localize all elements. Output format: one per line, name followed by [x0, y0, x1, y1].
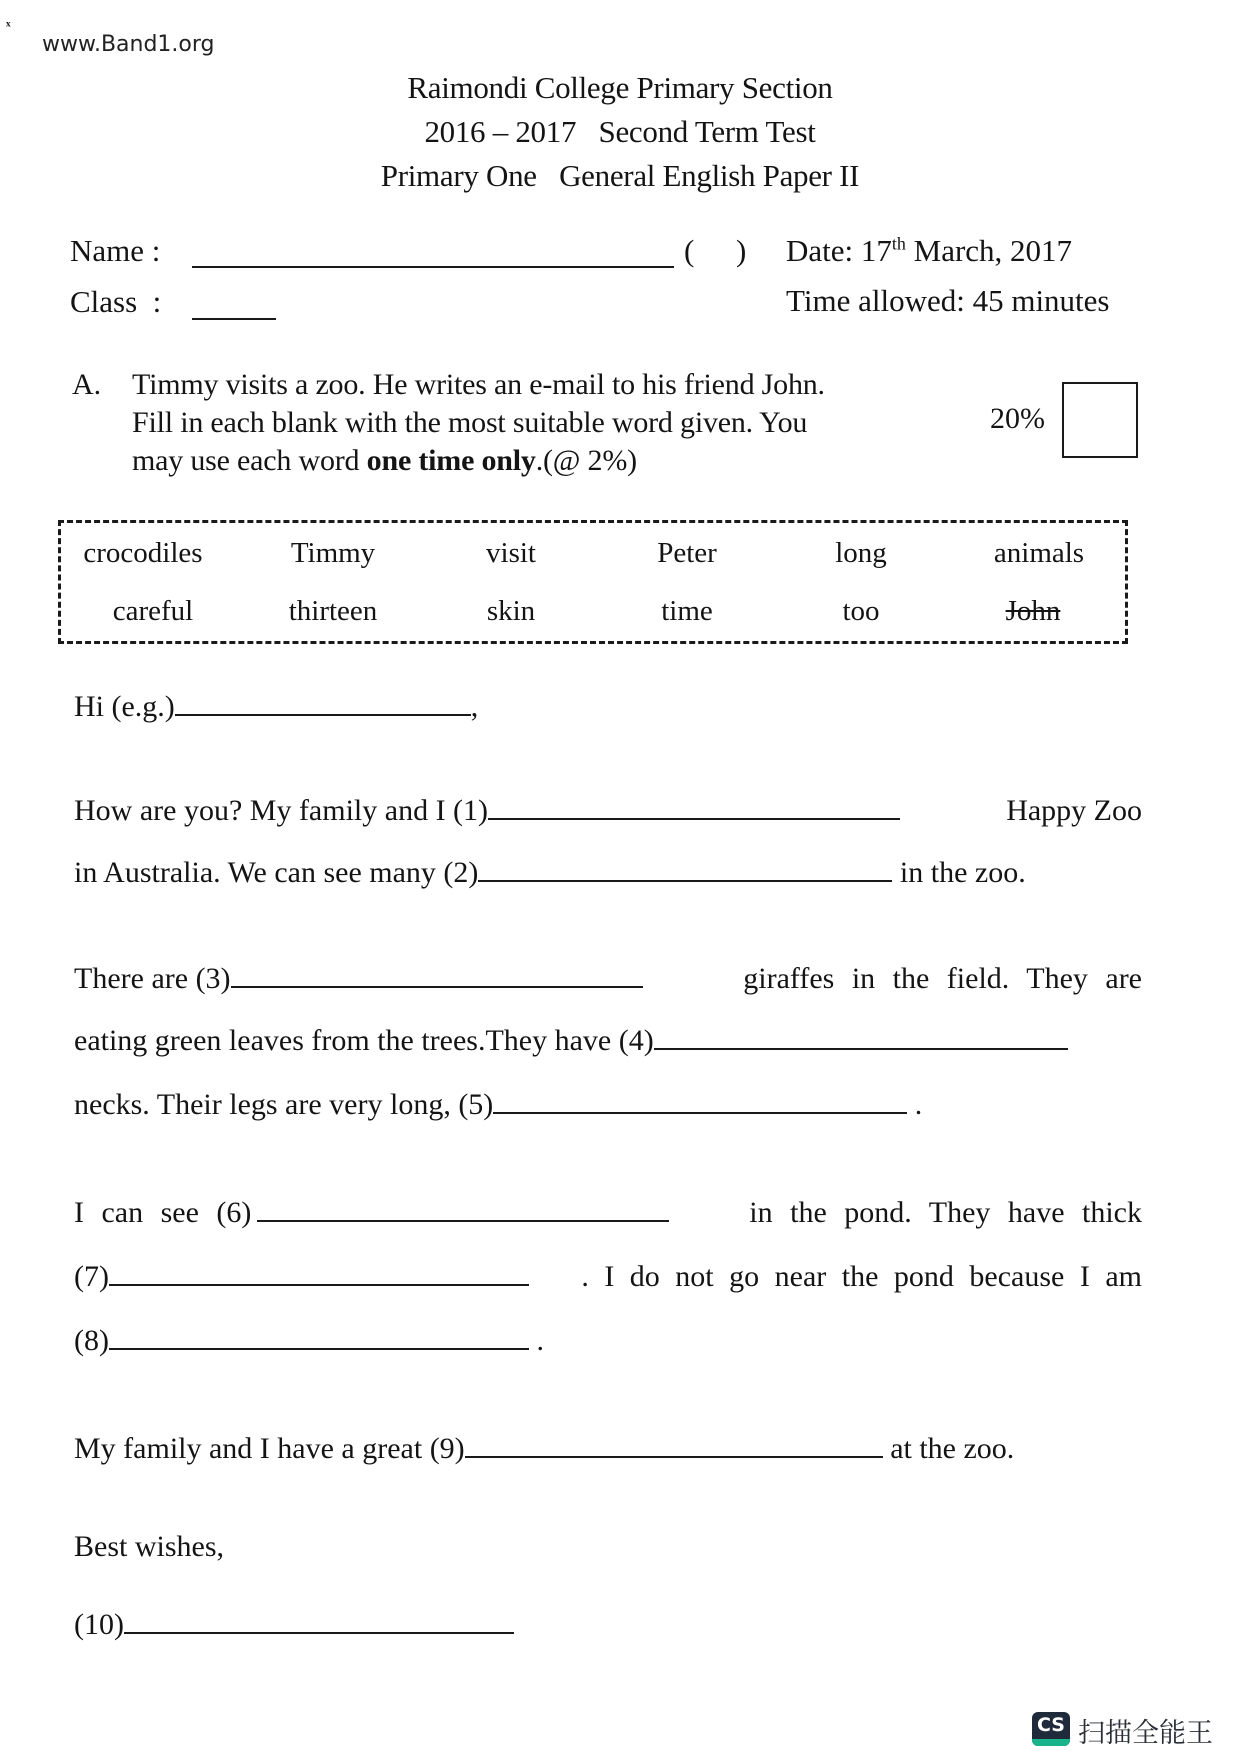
signature-line: (10)	[74, 1608, 514, 1642]
letter-line-5: necks. Their legs are very long, (5) .	[74, 1088, 923, 1121]
word-bank-item: long	[835, 537, 887, 569]
letter-line-4: eating green leaves from the trees.They have (4)	[74, 1024, 1068, 1058]
letter-line-3: There are (3) giraffes in the field. They are	[74, 962, 1142, 995]
paper-title: Primary One General English Paper II	[380, 158, 860, 193]
blank-7[interactable]	[109, 1283, 529, 1286]
word-bank-item: too	[842, 595, 880, 627]
letter-line-8: (8) .	[74, 1324, 544, 1357]
blank-2[interactable]	[478, 879, 892, 882]
class-field[interactable]	[192, 298, 276, 320]
letter-line-9: My family and I have a great (9) at the zoo.	[74, 1432, 1015, 1465]
watermark-url: www.Band1.org	[42, 32, 215, 57]
time-allowed: Time allowed: 45 minutes	[786, 283, 1110, 318]
blank-10[interactable]	[124, 1631, 514, 1634]
term-title: 2016 – 2017 Second Term Test	[424, 114, 816, 149]
word-bank-item: animals	[993, 537, 1085, 569]
letter-line-6: I can see (6) in the pond. They have thick	[74, 1196, 1142, 1229]
instruction-line-1: Timmy visits a zoo. He writes an e-mail to his friend John.	[132, 368, 825, 401]
word-bank-item: visit	[486, 537, 536, 569]
date-text: Date: 17th March, 2017	[786, 233, 1073, 268]
scan-artifact-mark: ˣ	[6, 18, 11, 35]
word-bank-item: time	[661, 595, 713, 627]
word-bank-item: skin	[486, 595, 536, 627]
blank-8[interactable]	[109, 1347, 529, 1350]
scanner-app-name: 扫描全能王	[1078, 1718, 1213, 1749]
word-bank	[58, 520, 1128, 644]
word-bank-item-struck: John	[1005, 595, 1061, 627]
word-bank-item: Timmy	[290, 537, 376, 569]
letter-line-1: How are you? My family and I (1) Happy Zoo	[74, 794, 1142, 827]
blank-3[interactable]	[231, 985, 643, 988]
class-number-close-paren: )	[736, 233, 747, 268]
word-bank-item: careful	[112, 595, 194, 627]
greeting-line: Hi (e.g.) ,	[74, 690, 479, 723]
score-box[interactable]	[1062, 382, 1138, 458]
section-score-percent: 20%	[990, 402, 1045, 435]
class-number-field[interactable]	[703, 236, 733, 266]
class-number-open-paren: (	[684, 233, 695, 268]
instruction-line-2: Fill in each blank with the most suitable word given. You	[132, 406, 808, 439]
section-letter: A.	[72, 368, 102, 401]
school-title: Raimondi College Primary Section	[407, 70, 833, 105]
blank-4[interactable]	[654, 1047, 1068, 1050]
class-label: Class :	[70, 284, 162, 319]
camscanner-logo-icon: CS	[1032, 1712, 1070, 1746]
blank-9[interactable]	[465, 1455, 883, 1458]
instruction-line-3: may use each word one time only.(@ 2%)	[132, 444, 637, 477]
closing: Best wishes,	[74, 1530, 224, 1563]
name-label: Name :	[70, 233, 161, 268]
letter-line-7: (7) . I do not go near the pond because I am	[74, 1260, 1142, 1293]
name-field[interactable]	[192, 246, 674, 268]
letter-line-2: in Australia. We can see many (2) in the zoo.	[74, 856, 1026, 889]
blank-5[interactable]	[493, 1111, 907, 1114]
word-bank-item: Peter	[657, 537, 717, 569]
word-bank-item: thirteen	[288, 595, 378, 627]
greeting-blank[interactable]	[175, 713, 471, 716]
blank-6[interactable]	[257, 1219, 669, 1222]
word-bank-item: crocodiles	[83, 537, 203, 569]
blank-1[interactable]	[488, 817, 900, 820]
